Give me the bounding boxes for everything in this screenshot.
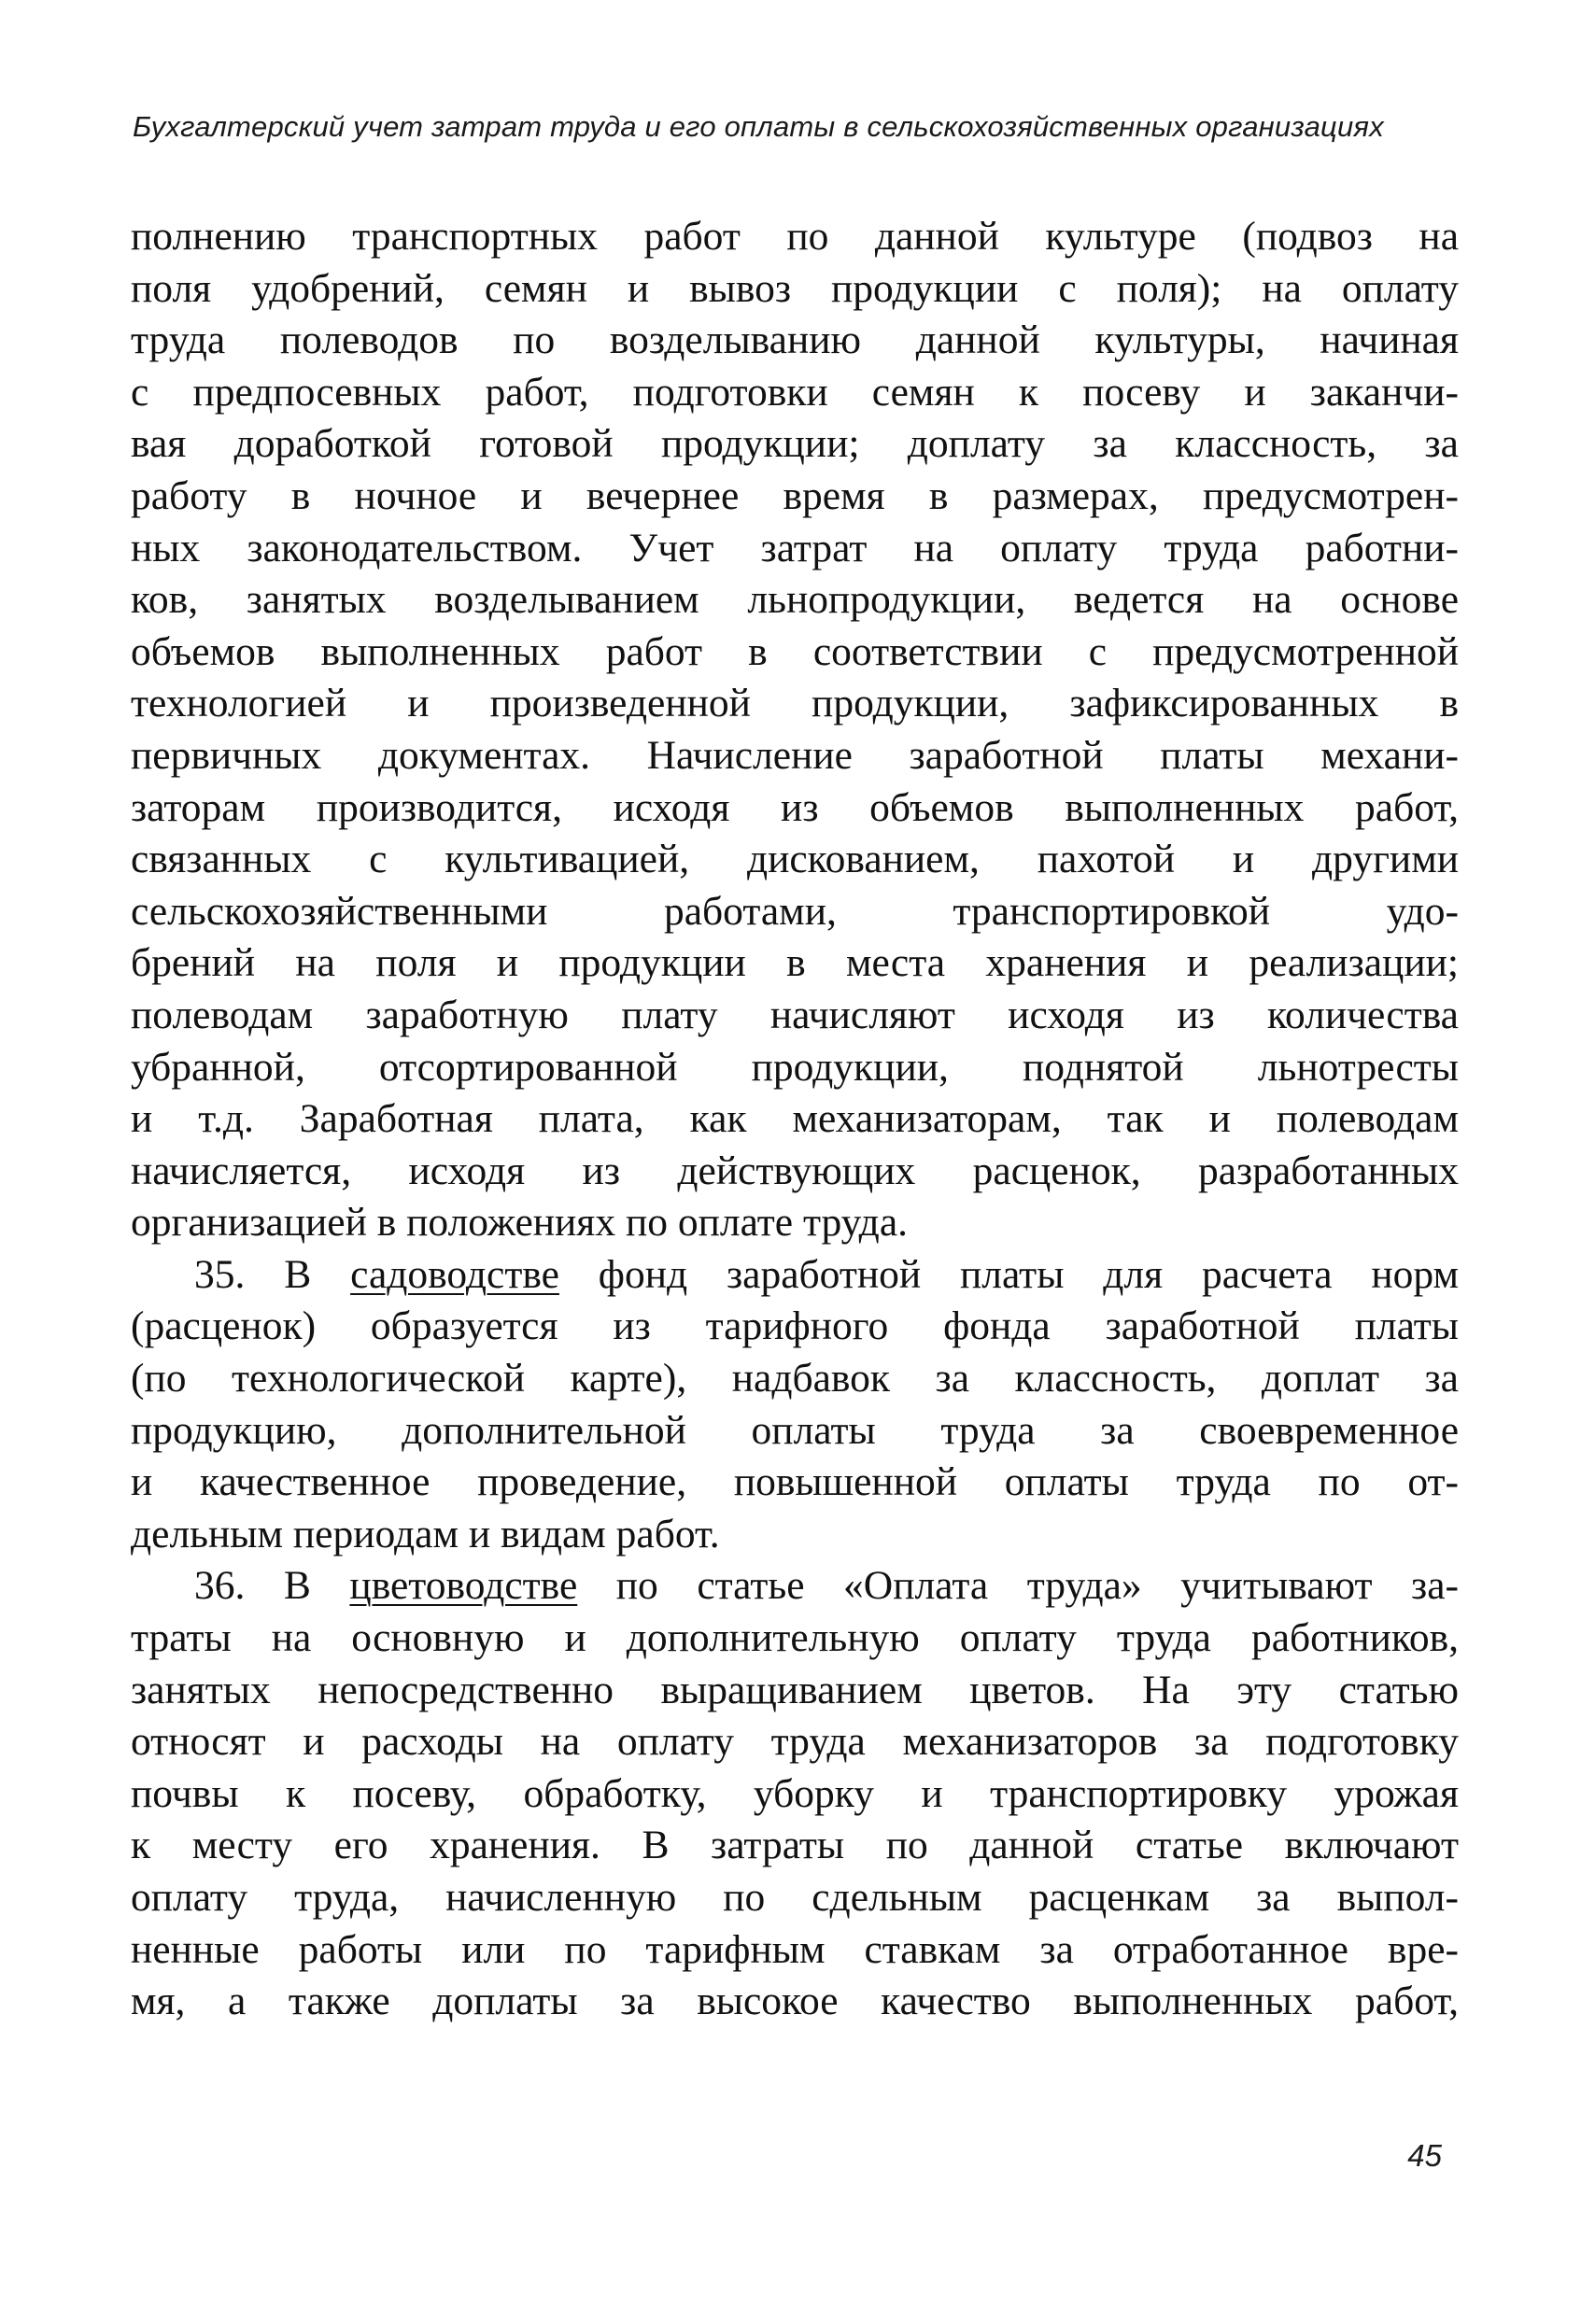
text-line: вая доработкой готовой продукции; доплату за классность, за xyxy=(131,421,1459,467)
text-line: мя, а также доплаты за высокое качество выполненных работ, xyxy=(131,1979,1459,2024)
text-line: объемов выполненных работ в соответствии с предусмотренной xyxy=(131,628,1459,674)
text-line: траты на основную и дополнительную оплату труда работников, xyxy=(131,1615,1459,1661)
body-text xyxy=(131,211,1459,2028)
page-number: 45 xyxy=(1407,2138,1442,2173)
text-line: занятых непосредственно выращиванием цветов. На эту статью xyxy=(131,1667,1459,1712)
text-line: первичных документах. Начисление заработной платы механи- xyxy=(131,732,1459,778)
text-line: с предпосевных работ, подготовки семян к посеву и заканчи- xyxy=(131,369,1459,415)
text-line: оплату труда, начисленную по сдельным расценкам за выпол- xyxy=(131,1875,1459,1920)
paragraph-35-first-line xyxy=(131,1249,1459,1302)
paragraph-36-first-line xyxy=(131,1560,1459,1613)
paragraph-35-number: 35. В xyxy=(194,1251,312,1297)
paragraph-36-keyword: цветоводстве xyxy=(349,1563,578,1609)
running-head: Бухгалтерский учет затрат труда и его оплаты в сельскохозяйственных организациях xyxy=(133,110,1384,143)
text-line: почвы к посеву, обработку, уборку и транспортировку урожая xyxy=(131,1770,1459,1816)
text-line: технологией и произведенной продукции, зафиксированных в xyxy=(131,681,1459,726)
text-line: работу в ночное и вечернее время в размерах, предусмотрен- xyxy=(131,472,1459,518)
paragraph-35-keyword: садоводстве xyxy=(350,1251,559,1297)
text-line: (расценок) образуется из тарифного фонда заработной платы xyxy=(131,1303,1459,1349)
text-line: связанных с культивацией, дискованием, пахотой и другими xyxy=(131,837,1459,882)
text-line: (по технологической карте), надбавок за классность, доплат за xyxy=(131,1356,1459,1401)
text-line: ков, занятых возделыванием льнопродукции, ведется на основе xyxy=(131,577,1459,623)
text-line: брений на поля и продукции в места хранения и реализации; xyxy=(131,940,1459,986)
paragraph-36-first-line-rest: по статье «Оплата труда» учитывают за- xyxy=(615,1563,1459,1609)
text-line: относят и расходы на оплату труда механизаторов за подготовку xyxy=(131,1719,1459,1765)
text-line: начисляется, исходя из действующих расценок, разработанных xyxy=(131,1148,1459,1193)
paragraph-35-first-line-rest: фонд заработной платы для расчета норм xyxy=(598,1251,1460,1297)
text-line: ненные работы или по тарифным ставкам за отработанное вре- xyxy=(131,1926,1459,1972)
text-line: полеводам заработную плату начисляют исходя из количества xyxy=(131,992,1459,1037)
text-line: убранной, отсортированной продукции, поднятой льнотресты xyxy=(131,1044,1459,1090)
text-line: и качественное проведение, повышенной оплаты труда по от- xyxy=(131,1459,1459,1505)
text-line: дельным периодам и видам работ. xyxy=(131,1511,720,1556)
text-line: и т.д. Заработная плата, как механизаторам, так и полеводам xyxy=(131,1096,1459,1142)
paragraph-continuation xyxy=(131,211,1459,1249)
paragraph-36-number: 36. В xyxy=(194,1563,311,1609)
text-line: заторам производится, исходя из объемов выполненных работ, xyxy=(131,784,1459,830)
text-line: ных законодательством. Учет затрат на оплату труда работни- xyxy=(131,525,1459,570)
text-line: сельскохозяйственными работами, транспортировкой удо- xyxy=(131,888,1459,934)
text-line: к месту его хранения. В затраты по данной статье включают xyxy=(131,1823,1459,1868)
text-line: организацией в положениях по оплате труда. xyxy=(131,1200,909,1246)
text-line: полнению транспортных работ по данной культуре (подвоз на xyxy=(131,214,1459,259)
text-line: поля удобрений, семян и вывоз продукции с поля); на оплату xyxy=(131,265,1459,311)
text-line: продукцию, дополнительной оплаты труда за своевременное xyxy=(131,1407,1459,1453)
paragraph-36 xyxy=(131,1560,1459,2027)
text-line: труда полеводов по возделыванию данной культуры, начиная xyxy=(131,317,1459,363)
paragraph-35 xyxy=(131,1249,1459,1561)
